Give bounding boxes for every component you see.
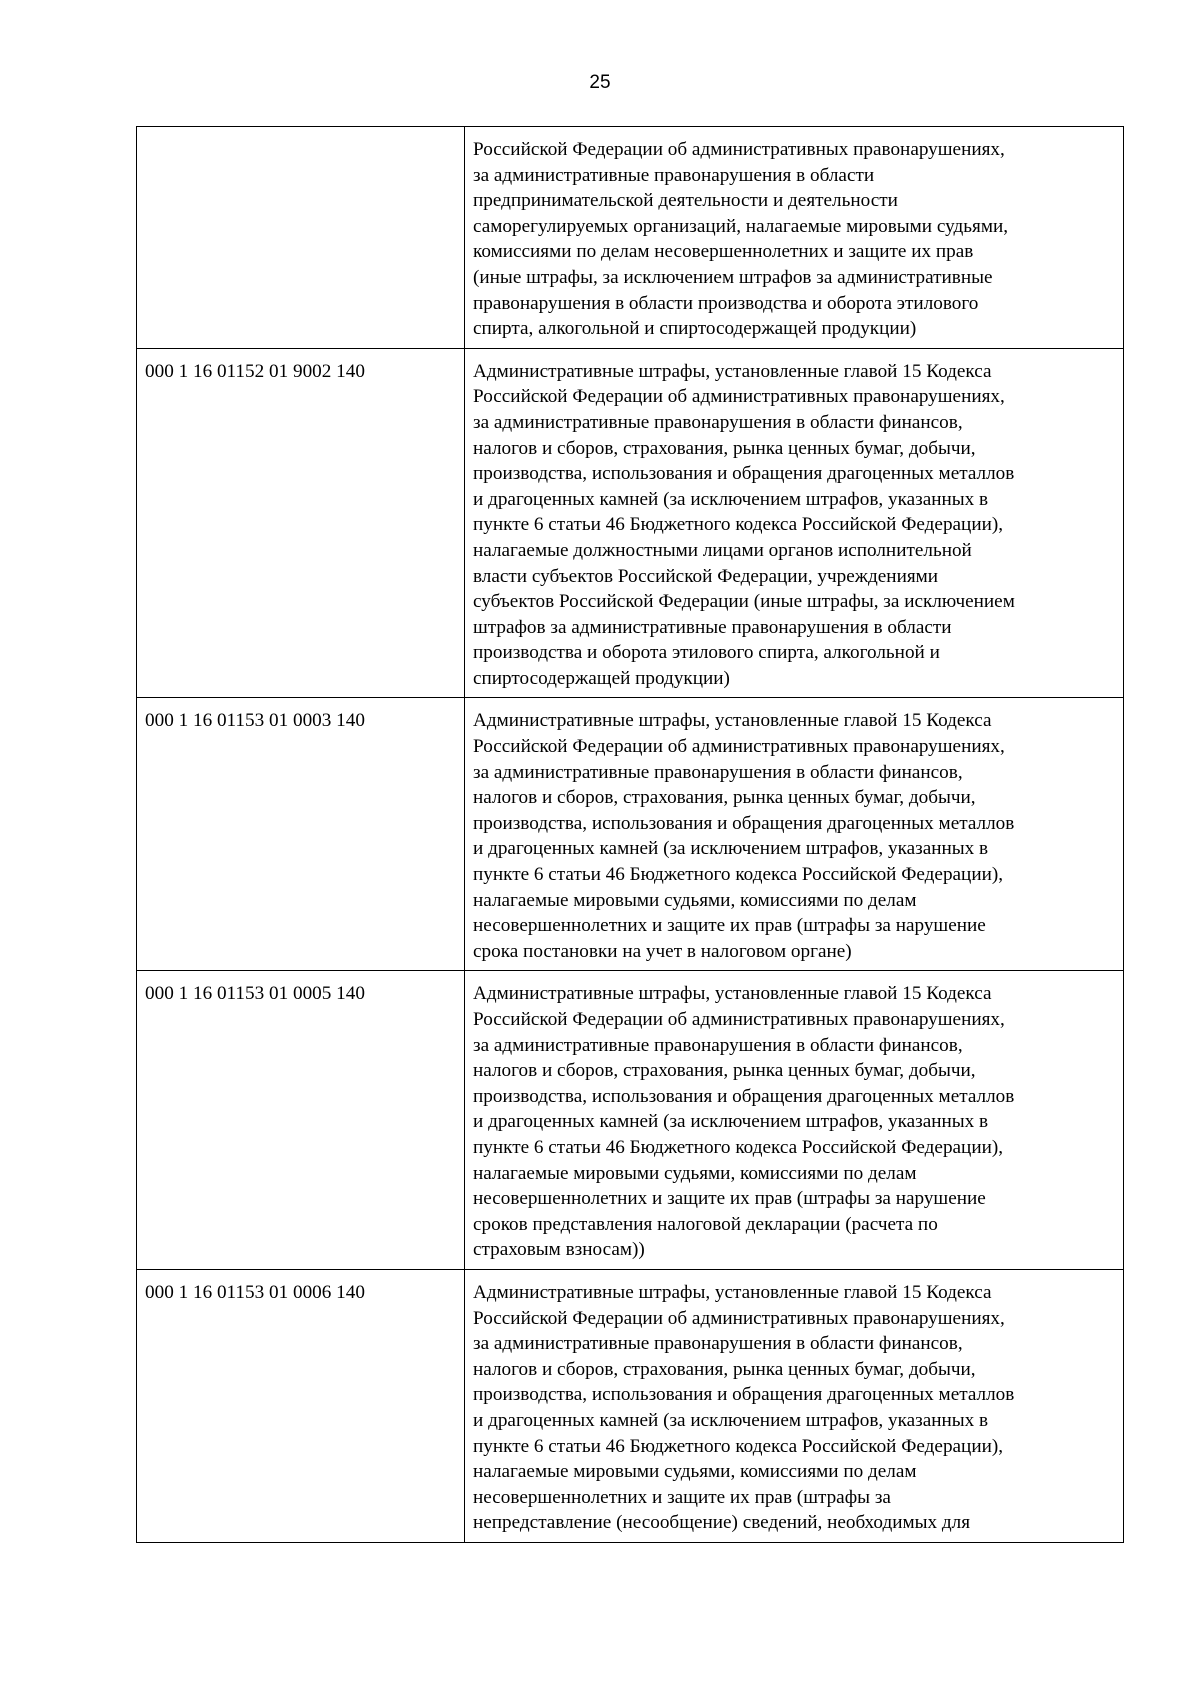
description-line: за административные правонарушения в области финансов, <box>473 1333 963 1355</box>
description-line: пункте 6 статьи 46 Бюджетного кодекса Российской Федерации), <box>473 864 1004 886</box>
table-row <box>137 348 1124 698</box>
description-line: за административные правонарушения в области финансов, <box>473 411 963 433</box>
code-cell: 000 1 16 01153 01 0003 140 <box>137 698 465 971</box>
description-cell <box>465 1269 1124 1542</box>
description-line: и драгоценных камней (за исключением штрафов, указанных в <box>473 1409 989 1431</box>
description-line: пункте 6 статьи 46 Бюджетного кодекса Российской Федерации), <box>473 514 1004 536</box>
description-line: за административные правонарушения в области <box>473 164 875 186</box>
description-line: налагаемые мировыми судьями, комиссиями по делам <box>473 1162 917 1184</box>
description-line: пункте 6 статьи 46 Бюджетного кодекса Российской Федерации), <box>473 1136 1004 1158</box>
description-line: производства, использования и обращения драгоценных металлов <box>473 812 1015 834</box>
code-cell: 000 1 16 01153 01 0005 140 <box>137 971 465 1270</box>
description-line: налагаемые мировыми судьями, комиссиями по делам <box>473 889 917 911</box>
description-line: Российской Федерации об административных правонарушениях, <box>473 1009 1005 1030</box>
description-line: Административные штрафы, установленные главой 15 Кодекса <box>473 710 992 732</box>
description-line: сроков представления налоговой декларации (расчета по <box>473 1213 938 1235</box>
description-line: налогов и сборов, страхования, рынка ценных бумаг, добычи, <box>473 437 976 459</box>
description-line: комиссиями по делам несовершеннолетних и защите их прав <box>473 241 974 263</box>
description-line: за административные правонарушения в области финансов, <box>473 761 963 783</box>
description-line: налагаемые мировыми судьями, комиссиями по делам <box>473 1461 917 1483</box>
description-line: и драгоценных камней (за исключением штрафов, указанных в <box>473 838 989 860</box>
description-line: налогов и сборов, страхования, рынка ценных бумаг, добычи, <box>473 787 976 809</box>
description-line: Российской Федерации об административных правонарушениях, <box>473 386 1005 408</box>
description-cell <box>465 348 1124 698</box>
budget-classification-table <box>136 126 1124 1543</box>
description-line: пункте 6 статьи 46 Бюджетного кодекса Российской Федерации), <box>473 1435 1004 1457</box>
description-line: власти субъектов Российской Федерации, учреждениями <box>473 565 939 587</box>
description-line: саморегулируемых организаций, налагаемые мировыми судьями, <box>473 215 1009 237</box>
description-line: срока постановки на учет в налоговом органе) <box>473 940 852 962</box>
description-line: страховым взносам)) <box>473 1239 645 1261</box>
description-line: штрафов за административные правонарушения в области <box>473 616 952 638</box>
description-cell <box>465 698 1124 971</box>
code-cell <box>137 127 465 349</box>
description-line: и драгоценных камней (за исключением штрафов, указанных в <box>473 488 989 510</box>
description-line: несовершеннолетних и защите их прав (штрафы за нарушение <box>473 1188 986 1210</box>
description-line: и драгоценных камней (за исключением штрафов, указанных в <box>473 1111 989 1133</box>
description-line: правонарушения в области производства и оборота этилового <box>473 292 979 314</box>
description-line: спиртосодержащей продукции) <box>473 667 730 689</box>
description-line: налагаемые должностными лицами органов исполнительной <box>473 539 972 561</box>
description-line: производства и оборота этилового спирта, алкогольной и <box>473 642 940 664</box>
description-line: несовершеннолетних и защите их прав (штрафы за <box>473 1486 891 1508</box>
description-line: Российской Федерации об административных правонарушениях, <box>473 1307 1005 1329</box>
description-line: несовершеннолетних и защите их прав (штрафы за нарушение <box>473 915 986 937</box>
table-row <box>137 1269 1124 1542</box>
description-line: производства, использования и обращения драгоценных металлов <box>473 1384 1015 1406</box>
page-number: 25 <box>589 72 611 93</box>
description-cell <box>465 971 1124 1270</box>
description-line: спирта, алкогольной и спиртосодержащей продукции) <box>473 318 917 340</box>
code-cell: 000 1 16 01153 01 0006 140 <box>137 1269 465 1542</box>
description-line: производства, использования и обращения драгоценных металлов <box>473 463 1015 485</box>
description-line: за административные правонарушения в области финансов, <box>473 1034 963 1056</box>
description-line: (иные штрафы, за исключением штрафов за административные <box>473 266 993 288</box>
description-line: налогов и сборов, страхования, рынка ценных бумаг, добычи, <box>473 1060 976 1082</box>
description-line: Административные штрафы, установленные главой 15 Кодекса <box>473 1281 992 1303</box>
description-line: непредставление (несообщение) сведений, необходимых для <box>473 1512 971 1534</box>
description-line: налогов и сборов, страхования, рынка ценных бумаг, добычи, <box>473 1358 976 1380</box>
description-line: Административные штрафы, установленные главой 15 Кодекса <box>473 360 992 382</box>
description-line: Российской Федерации об административных правонарушениях, <box>473 139 1005 160</box>
table-row <box>137 971 1124 1270</box>
description-line: предпринимательской деятельности и деятельности <box>473 190 898 212</box>
description-line: производства, использования и обращения драгоценных металлов <box>473 1085 1015 1107</box>
description-line: Административные штрафы, установленные главой 15 Кодекса <box>473 983 992 1005</box>
description-line: Российской Федерации об административных правонарушениях, <box>473 736 1005 758</box>
table-row <box>137 127 1124 349</box>
table-row <box>137 698 1124 971</box>
description-cell <box>465 127 1124 349</box>
code-cell: 000 1 16 01152 01 9002 140 <box>137 348 465 698</box>
description-line: субъектов Российской Федерации (иные штрафы, за исключением <box>473 591 1015 613</box>
